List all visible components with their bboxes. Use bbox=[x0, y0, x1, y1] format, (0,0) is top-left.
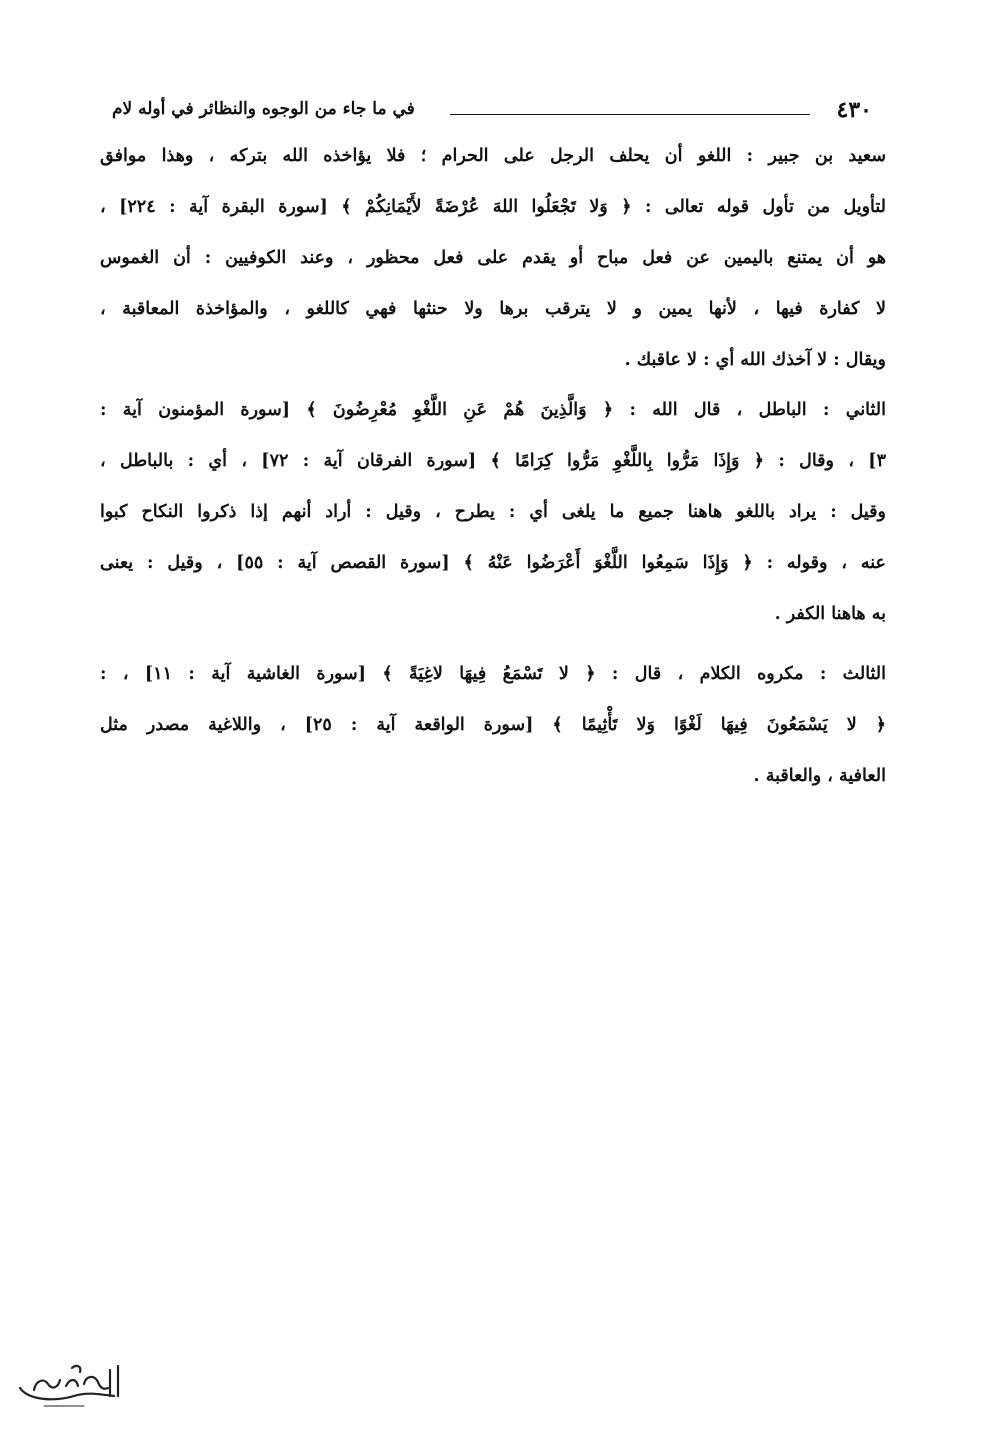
paragraph-2 bbox=[100, 385, 886, 640]
text-line: هو أن يمتنع باليمين عن فعل مباح أو يقدم على فعل محظور ، وعند الكوفيين : أن الغموس bbox=[100, 248, 886, 268]
header-rule bbox=[450, 114, 810, 115]
text-line: الثاني : الباطل ، قال الله : ﴿ وَالَّذِينَ هُمْ عَنِ اللَّغْوِ مُعْرِضُونَ ﴾ [سورة المؤمنون آية : bbox=[100, 400, 886, 420]
paragraph-1 bbox=[100, 131, 886, 386]
running-title: في ما جاء من الوجوه والنظائر في أوله لام bbox=[112, 99, 415, 119]
text-line: لتأويل من تأول قوله تعالى : ﴿ وَلا تَجْعَلُوا اللهَ عُرْضَةً لأَيْمَانِكُمْ ﴾ [سورة البقرة آية : ٢٢٤] ، bbox=[100, 197, 886, 217]
paragraph-3 bbox=[100, 649, 886, 802]
text-line: ٣] ، وقال : ﴿ وَإِذَا مَرُّوا بِاللَّغْوِ مَرُّوا كِرَامًا ﴾ [سورة الفرقان آية : ٧٢] ، أي : بالباطل ، bbox=[100, 451, 886, 471]
calligraphy-logo-icon bbox=[14, 1360, 130, 1410]
text-line: الثالث : مكروه الكلام ، قال : ﴿ لا تَسْمَعُ فِيهَا لاغِيَةً ﴾ [سورة الغاشية آية : ١١] ، : bbox=[100, 664, 886, 684]
text-line: لا كفارة فيها ، لأنها يمين و لا يترقب برها ولا حنثها فهي كاللغو ، والمؤاخذة المعاقبة ، bbox=[100, 299, 886, 319]
text-line: سعيد بن جبير : اللغو أن يحلف الرجل على الحرام ؛ فلا يؤاخذه الله بتركه ، وهذا موافق bbox=[100, 146, 886, 166]
text-line: ويقال : لا آخذك الله أي : لا عاقبك . bbox=[624, 350, 886, 370]
text-line: عنه ، وقوله : ﴿ وَإِذَا سَمِعُوا اللَّغْوَ أَعْرَضُوا عَنْهُ ﴾ [سورة القصص آية : ٥٥] ، وقيل : يعنى bbox=[100, 553, 886, 573]
text-line: وقيل : يراد باللغو هاهنا جميع ما يلغى أي : يطرح ، وقيل : أراد أنهم إذا ذكروا النكاح كبوا bbox=[100, 502, 886, 522]
text-line: ﴿ لا يَسْمَعُونَ فِيهَا لَغْوًا وَلا تَأْثِيمًا ﴾ [سورة الواقعة آية : ٢٥] ، واللاغية مصدر مثل bbox=[100, 715, 886, 735]
page-number: ٤٣٠ bbox=[836, 97, 872, 123]
text-line: به هاهنا الكفر . bbox=[774, 604, 886, 624]
text-line: العافية ، والعاقبة . bbox=[753, 766, 886, 786]
page-header bbox=[112, 97, 872, 125]
calligraphy-logo-icon bbox=[14, 1360, 130, 1410]
